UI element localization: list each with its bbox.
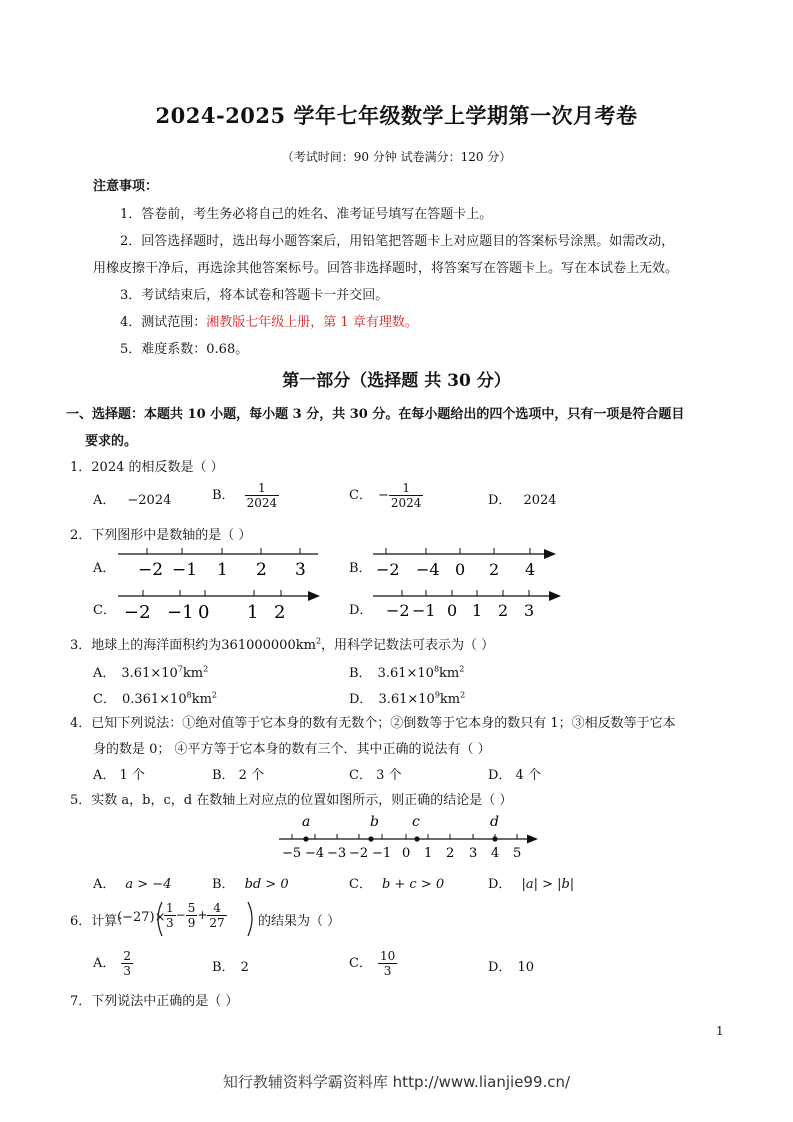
option-label: C． — [349, 956, 372, 971]
q5-option-d — [488, 873, 574, 892]
tick-label: −3 — [327, 846, 347, 861]
q3-option-a — [93, 662, 208, 681]
q6-option-a — [93, 949, 133, 978]
q2-label-b: B． — [349, 561, 372, 576]
unit: km — [182, 666, 204, 681]
notice-item-5: 5．难度系数：0.68。 — [120, 342, 249, 357]
tick-label: 0 — [402, 846, 411, 861]
q5-stem: 5．实数 a，b，c，d 在数轴上对应点的位置如图所示，则正确的结论是（ ） — [70, 793, 513, 808]
tick-label: −4 — [416, 560, 440, 579]
notice-heading: 注意事项： — [93, 179, 159, 194]
tick-label: −4 — [305, 846, 325, 861]
q2-numberline-a — [118, 548, 318, 580]
tick-label: 1 — [217, 560, 228, 580]
area-value: 361000000 — [221, 638, 296, 653]
point-c — [414, 836, 419, 841]
option-label: A． — [93, 666, 116, 681]
option-value: 2024 — [523, 493, 557, 508]
q6-expression — [164, 901, 227, 930]
q4-stem-cont: 身的数是 0； ④平方等于它本身的数有三个．其中正确的说法有（ ） — [93, 742, 491, 757]
fraction-denominator: 3 — [123, 964, 132, 978]
tick-label: 2 — [446, 846, 455, 861]
unit-exponent: 2 — [459, 664, 465, 674]
exam-title: 2024-2025 学年七年级数学上学期第一次月考卷 — [155, 103, 638, 128]
tick-label: 3 — [469, 846, 478, 861]
point-b — [368, 836, 373, 841]
q6-stem-prefix: 6．计算： — [70, 914, 131, 929]
tick-label: −1 — [412, 601, 436, 620]
tick-label: −5 — [282, 846, 302, 861]
section-intro-cont: 要求的。 — [85, 434, 138, 449]
tick-label: 4 — [491, 846, 500, 861]
point-label: a — [302, 814, 311, 830]
tick-label: −1 — [172, 560, 198, 580]
tick-label: 1 — [472, 601, 483, 620]
tick-label: 3 — [524, 601, 535, 620]
fraction-numerator: 1 — [389, 481, 424, 496]
point-label: c — [412, 814, 420, 830]
fraction-denominator: 9 — [187, 916, 196, 930]
tick-label: −2 — [386, 601, 410, 620]
tick-label: 0 — [455, 560, 466, 579]
option-value: |a| > |b| — [521, 877, 575, 892]
option-label: D． — [488, 493, 512, 508]
option-label: D． — [349, 692, 373, 707]
unit: km — [191, 692, 212, 707]
q2-numberline-d — [373, 590, 561, 620]
fraction-numerator: 10 — [379, 949, 396, 963]
q3-stem: 3．地球上的海洋面积约为$361000000km^2$，用科学记数法可表示为（ ） — [70, 636, 495, 653]
fraction-numerator: 1 — [166, 901, 174, 915]
q6-option-d — [488, 956, 534, 975]
fraction-numerator: 2 — [123, 949, 132, 963]
point-label: b — [370, 814, 379, 830]
option-label: B． — [349, 666, 372, 681]
tick-label: −2 — [349, 846, 369, 861]
tick-label: 4 — [525, 560, 536, 579]
q6-option-c — [349, 949, 397, 978]
unit: km — [439, 692, 461, 707]
option-label: D． — [488, 960, 512, 975]
exponent: 8 — [433, 664, 440, 674]
tick-label: 2 — [498, 601, 509, 620]
q3-option-d — [349, 688, 465, 707]
fraction-denominator: 2024 — [246, 496, 278, 510]
q5-option-a — [93, 873, 171, 892]
q7-stem: 7．下列说法中正确的是（ ） — [70, 994, 239, 1009]
option-label: B． — [212, 488, 235, 503]
q6-stem-suffix: 的结果为（ ） — [258, 914, 341, 929]
q2-label-a: A． — [93, 561, 116, 576]
option-label: D． — [488, 877, 512, 892]
plus-sign: + — [197, 908, 208, 922]
tick-label: 2 — [256, 560, 267, 580]
tick-label: 2 — [274, 602, 286, 623]
exam-subtitle: （考试时间：90 分钟 试卷满分：120 分） — [281, 150, 512, 164]
tick-label: 1 — [424, 846, 433, 861]
minus-sign: − — [175, 908, 186, 922]
q2-numberline-b — [373, 548, 556, 579]
option-value: 10 — [517, 960, 534, 975]
q4-option-d: D． 4 个 — [488, 768, 541, 783]
q5-option-b — [212, 873, 289, 892]
option-label: C． — [349, 877, 372, 892]
fraction-denominator: 2024 — [390, 496, 422, 510]
q5-option-c — [349, 873, 444, 892]
q5-numberline — [279, 814, 538, 861]
option-label: A． — [93, 877, 116, 892]
point-label: d — [490, 814, 499, 830]
notice-item-2: 2．回答选择题时，选出每小题答案后，用铅笔把答题卡上对应题目的答案标号涂黑。如需改动， — [120, 234, 675, 249]
option-value: 2 — [240, 960, 249, 975]
stem-text: ，用科学记数法可表示为（ ） — [321, 638, 495, 653]
option-label: B． — [212, 877, 235, 892]
q1-stem: 1．2024 的相反数是（ ） — [70, 460, 224, 475]
section-intro: 一、选择题：本题共 10 小题，每小题 3 分，共 30 分。在每小题给出的四个选项中，只有一项是符合题目 — [66, 407, 685, 422]
q3-option-b — [349, 662, 464, 681]
option-base: 3.61×10 — [377, 666, 434, 681]
test-range: 湘教版七年级上册，第 1 章有理数。 — [206, 315, 418, 330]
q6-option-b — [212, 956, 249, 975]
exponent: 7 — [177, 664, 183, 674]
footer-watermark: 知行教辅资料学霸资料库 http://www.lianjie99.cn/ — [222, 1073, 571, 1091]
option-value: a > −4 — [125, 877, 172, 892]
notice-item-3: 3．考试结束后，将本试卷和答题卡一并交回。 — [120, 288, 389, 303]
unit-exponent: 2 — [460, 690, 466, 700]
q2-numberline-c — [118, 590, 320, 623]
tick-label: −2 — [376, 560, 400, 579]
option-base: 3.61×10 — [121, 666, 178, 681]
q2-label-c: C． — [93, 603, 116, 618]
notice-item-1: 1．答卷前，考生务必将自己的姓名、准考证号填写在答题卡上。 — [120, 207, 493, 222]
exponent: 9 — [434, 690, 440, 700]
area-unit: km — [295, 638, 316, 653]
notice-item-4-label: 4．测试范围： — [120, 315, 207, 330]
tick-label: 2 — [489, 560, 500, 579]
option-label: C． — [93, 692, 116, 707]
page-number: 1 — [716, 1024, 724, 1038]
q4-option-b: B． 2 个 — [212, 768, 265, 783]
option-value: b + c > 0 — [381, 877, 445, 892]
notice-item-2-cont: 用橡皮擦干净后，再选涂其他答案标号。回答非选择题时，将答案写在答题卡上。写在本试卷上无效。 — [93, 261, 679, 276]
option-label: C． — [349, 488, 372, 503]
q4-option-a: A． 1 个 — [93, 768, 145, 783]
q2-label-d: D． — [349, 603, 373, 618]
stem-text: 3．地球上的海洋面积约为 — [70, 638, 222, 653]
option-value: −2024 — [127, 493, 172, 508]
exponent: 8 — [186, 690, 192, 700]
unit: km — [439, 666, 460, 681]
option-base: 0.361×10 — [121, 692, 187, 707]
option-label: A． — [93, 956, 116, 971]
q3-option-c — [93, 688, 217, 707]
fraction-numerator: 4 — [207, 901, 226, 916]
tick-label: 3 — [295, 560, 306, 580]
tick-label: −2 — [124, 602, 151, 623]
tick-label: 0 — [447, 601, 458, 620]
section-title: 第一部分（选择题 共 30 分） — [282, 371, 511, 391]
q4-option-c: C． 3 个 — [349, 768, 402, 783]
tick-label: −2 — [138, 560, 164, 580]
tick-label: 0 — [198, 602, 210, 623]
minus-sign: − — [377, 488, 389, 503]
tick-label: −1 — [167, 602, 194, 623]
fraction-denominator: 3 — [383, 964, 392, 978]
option-label: A． — [93, 493, 116, 508]
fraction-numerator: 1 — [245, 481, 280, 496]
fraction-numerator: 5 — [187, 901, 196, 915]
point-d — [492, 836, 497, 841]
q4-stem: 4．已知下列说法：①绝对值等于它本身的数有无数个；②倒数等于它本身的数只有 1；③相反数等于它本 — [70, 716, 676, 731]
fraction-denominator: 3 — [166, 916, 174, 930]
tick-label: 5 — [513, 846, 522, 861]
point-a — [303, 836, 308, 841]
q2-stem: 2．下列图形中是数轴的是（ ） — [70, 528, 252, 543]
tick-label: 1 — [247, 602, 259, 623]
option-value: bd > 0 — [244, 877, 289, 892]
option-base: 3.61×10 — [378, 692, 435, 707]
option-label: B． — [212, 960, 235, 975]
unit-exponent: 2 — [203, 664, 209, 674]
fraction-denominator: 27 — [209, 916, 225, 930]
q6-factor: (−27)× — [117, 910, 166, 925]
tick-label: −1 — [372, 846, 392, 861]
unit-exponent: 2 — [211, 690, 218, 700]
